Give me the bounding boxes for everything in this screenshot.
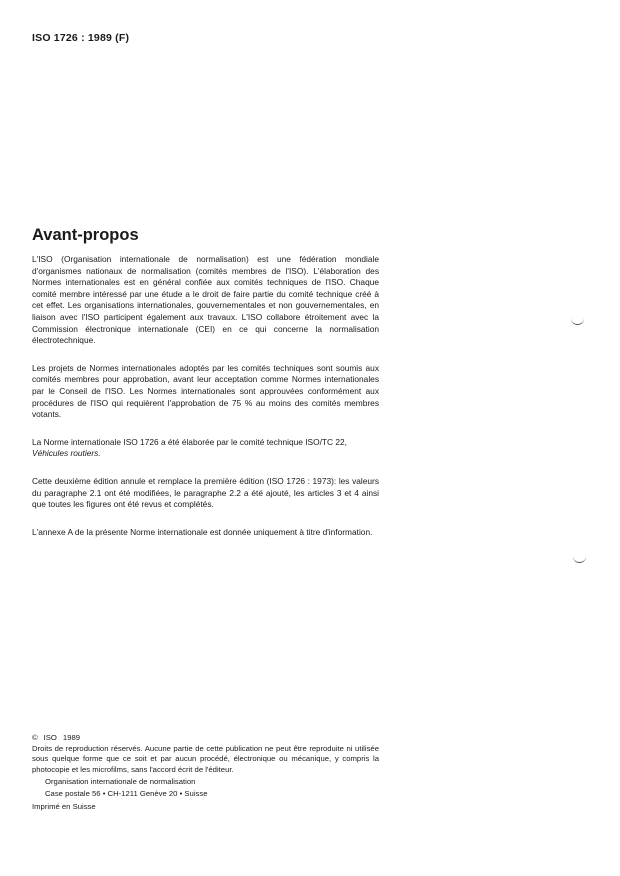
paragraph-edition: Cette deuxième édition annule et remplace la première édition (ISO 1726 : 1973): les valeurs du paragraphe 2.1 ont été modifiées, le paragraphe 2.2 a été ajouté, les articles 3 et 4 ainsi que toutes les figures ont été revus et complétés. xyxy=(32,475,379,510)
foreword-body xyxy=(32,254,379,554)
copyright-footer xyxy=(32,733,379,812)
margin-mark xyxy=(573,556,586,563)
copyright-icon: © xyxy=(32,733,38,742)
margin-mark xyxy=(571,318,584,325)
paragraph-iso-description: L'ISO (Organisation internationale de normalisation) est une fédération mondiale d'organismes nationaux de normalisation (comités membres de l'ISO). L'élaboration des Normes internationales est en général confiée aux comités techniques de l'ISO. Chaque comité membre intéressé par une étude a le droit de faire partie du comité technique créé à cet effet. Les organisations internationales, gouvernementales et non gouvernementales, en liaison avec l'ISO participent également aux travaux. L'ISO collabore étroitement avec la Commission électronique internationale (CEI) en ce qui concerne la normalisation électrotechnique. xyxy=(32,254,379,346)
committee-title: Véhicules routiers. xyxy=(32,448,101,459)
paragraph-annex: L'annexe A de la présente Norme internationale est donnée uniquement à titre d'information. xyxy=(32,526,373,537)
copyright-line xyxy=(32,733,379,743)
document-reference: ISO 1726 : 1989 (F) xyxy=(32,32,130,44)
postal-address: Case postale 56 • CH-1211 Genève 20 • Suisse xyxy=(45,789,208,799)
rights-notice: Droits de reproduction réservés. Aucune partie de cette publication ne peut être reproduite ni utilisée sous quelque forme que ce soit et par aucun procédé, électronique ou mécanique, y compris la photocopie et les microfilms, sans l'accord écrit de l'éditeur. xyxy=(32,744,379,774)
organisation-name: Organisation internationale de normalisation xyxy=(45,776,196,786)
paragraph-approval: Les projets de Normes internationales adoptés par les comités techniques sont soumis aux comités membres pour approbation, avant leur acceptation comme Normes internationales par le Conseil de l'ISO. Les Normes internationales sont approuvées conformément aux procédures de l'ISO qui requièrent l'approbation de 75 % au moins des comités membres votants. xyxy=(32,362,379,420)
section-title: Avant-propos xyxy=(32,226,139,244)
copyright-year: 1989 xyxy=(62,733,81,742)
paragraph-committee-text: La Norme internationale ISO 1726 a été élaborée par le comité technique ISO/TC 22, xyxy=(32,436,347,447)
copyright-org: ISO xyxy=(43,733,57,742)
printed-in: Imprimé en Suisse xyxy=(32,802,96,812)
paragraph-committee xyxy=(32,437,379,460)
